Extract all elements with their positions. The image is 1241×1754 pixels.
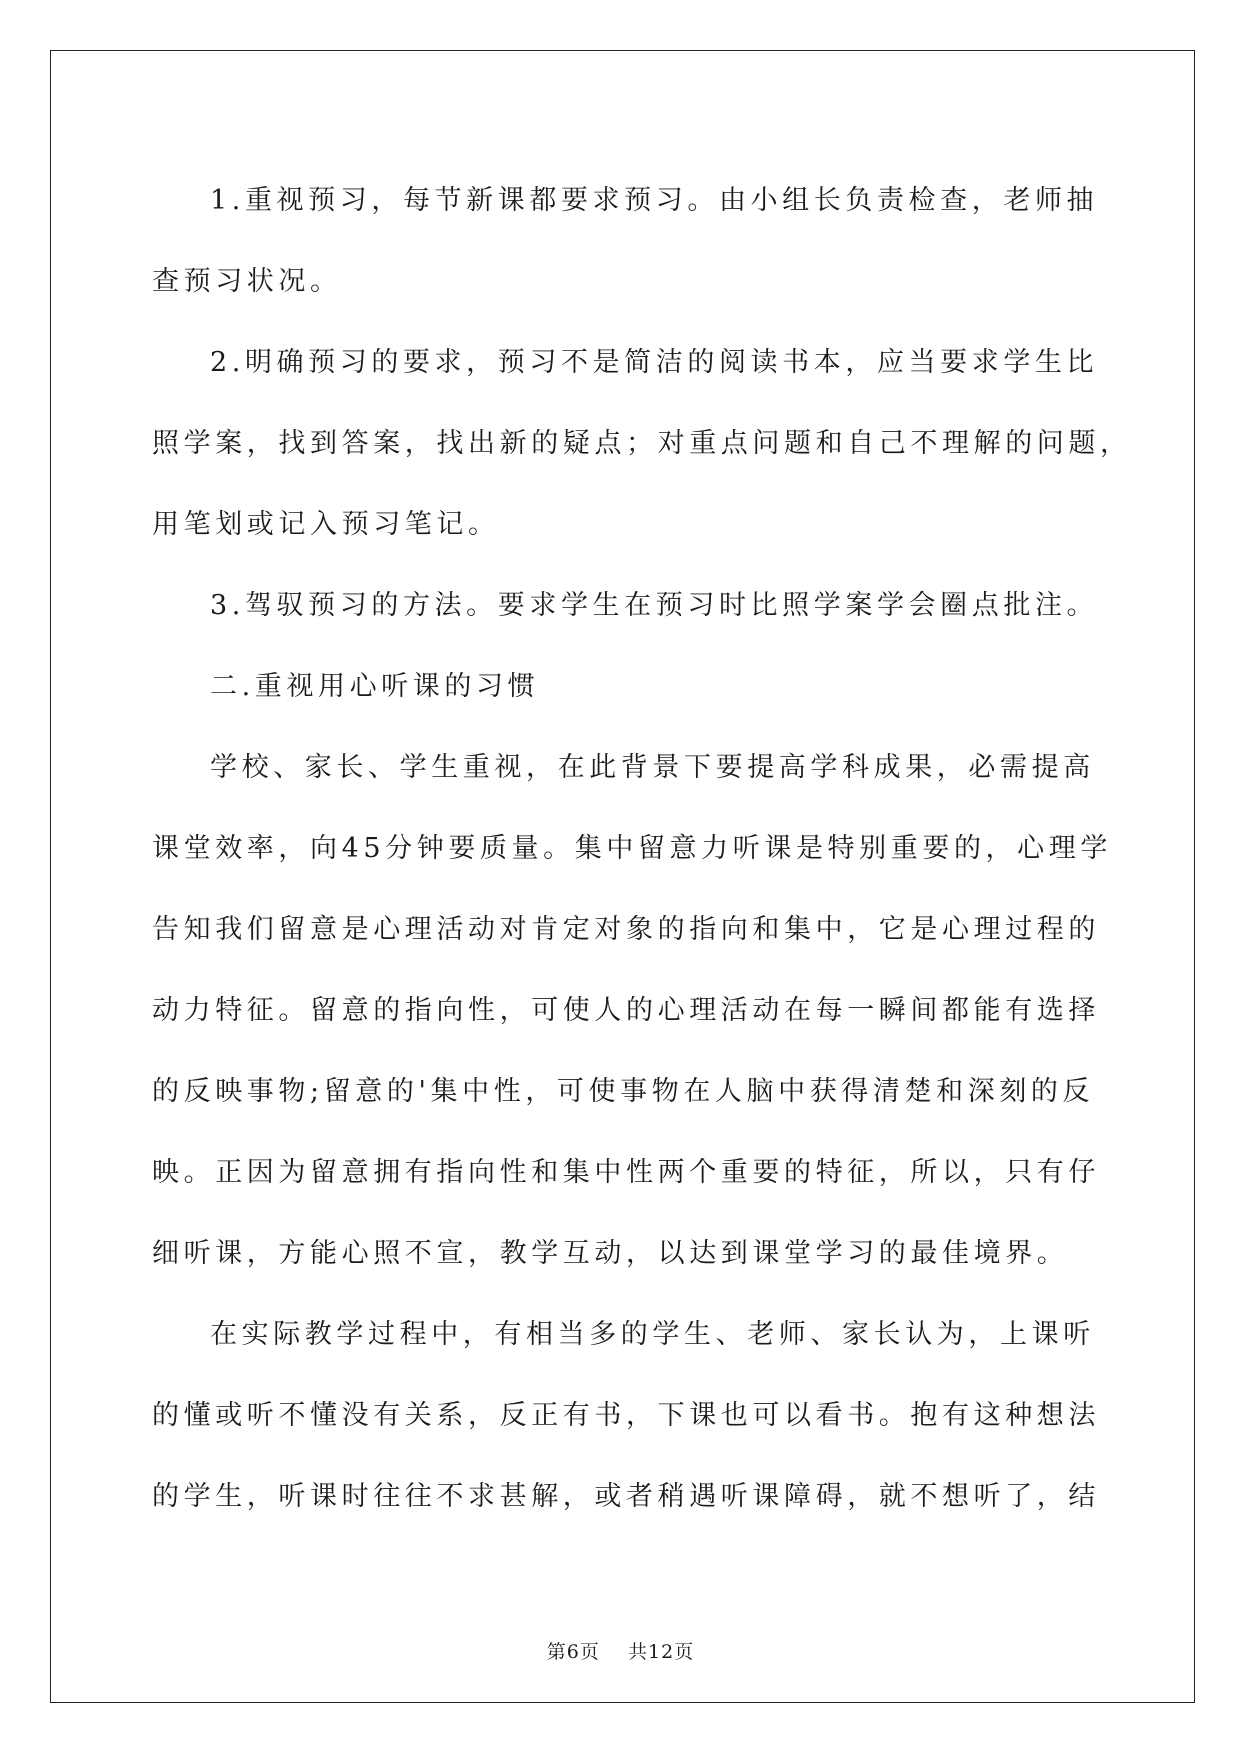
page-total: 共12页	[628, 1641, 695, 1663]
text-line: 1.重视预习，每节新课都要求预习。由小组长负责检查，老师抽	[210, 185, 1099, 216]
document-body	[152, 160, 1132, 1537]
text-line: 的学生，听课时往往不求甚解，或者稍遇听课障碍，就不想听了，结	[152, 1481, 1100, 1512]
text-line: 细听课，方能心照不宣，教学互动，以达到课堂学习的最佳境界。	[152, 1238, 1069, 1269]
text-line: 在实际教学过程中，有相当多的学生、老师、家长认为，上课听	[210, 1319, 1095, 1350]
page-number: 第6页	[546, 1641, 600, 1663]
text-line: 的懂或听不懂没有关系，反正有书，下课也可以看书。抱有这种想法	[152, 1400, 1100, 1431]
text-line: 照学案，找到答案，找出新的疑点；对重点问题和自己不理解的问题，	[152, 428, 1132, 459]
text-line: 的反映事物;留意的'集中性，可使事物在人脑中获得清楚和深刻的反	[152, 1076, 1095, 1107]
text-line: 学校、家长、学生重视，在此背景下要提高学科成果，必需提高	[210, 752, 1095, 783]
text-line: 课堂效率，向45分钟要质量。集中留意力听课是特别重要的，心理学	[152, 833, 1112, 864]
text-line: 告知我们留意是心理活动对肯定对象的指向和集中，它是心理过程的	[152, 914, 1100, 945]
text-line: 2.明确预习的要求，预习不是简洁的阅读书本，应当要求学生比	[210, 347, 1099, 378]
text-line: 用笔划或记入预习笔记。	[152, 509, 500, 540]
text-line: 动力特征。留意的指向性，可使人的心理活动在每一瞬间都能有选择	[152, 995, 1100, 1026]
page-footer	[0, 1637, 1241, 1664]
text-line: 查预习状况。	[152, 266, 342, 297]
text-line: 映。正因为留意拥有指向性和集中性两个重要的特征，所以，只有仔	[152, 1157, 1100, 1188]
text-line: 3.驾驭预习的方法。要求学生在预习时比照学案学会圈点批注。	[210, 590, 1099, 621]
section-heading: 二.重视用心听课的习惯	[210, 671, 540, 702]
